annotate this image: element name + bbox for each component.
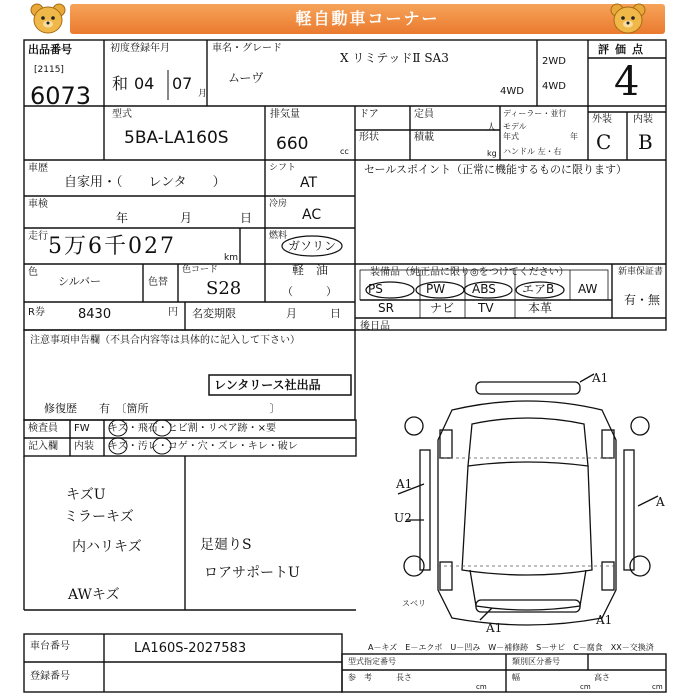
color-value: シルバー <box>58 275 101 288</box>
fuel-gasoline: ガソリン <box>288 239 337 253</box>
equipment-item: ABS <box>472 282 496 296</box>
doors-label: ドア <box>359 109 379 120</box>
ac-label: 冷房 <box>269 199 288 209</box>
warranty-options: 有・無 <box>624 293 661 307</box>
recycle-unit: 円 <box>168 307 178 318</box>
length-unit: cm <box>476 683 487 691</box>
title-expiry-label: 名変期限 <box>192 307 236 320</box>
month-bracket <box>166 68 193 102</box>
repair-history: 修復歴 有 〔箇所 〕 <box>44 402 281 415</box>
mileage-unit: km <box>224 253 238 263</box>
inspection-year-unit: 年 <box>116 211 129 225</box>
remark-5: ロアサポートU <box>204 565 300 581</box>
model-grade: X リミテッドⅡ SA3 <box>340 51 449 65</box>
equipment-item: ナビ <box>430 301 455 315</box>
chassis-value: LA160S-2027583 <box>134 641 247 656</box>
recycle-value: 8430 <box>78 307 112 322</box>
shift-value: AT <box>300 175 318 191</box>
notes-label: 注意事項申告欄（不具合内容等は具体的に記入して下さい） <box>30 335 300 346</box>
remark-3: 内ハリキズ <box>72 539 142 555</box>
check-row2-b: キズ・汚レ・コゲ・穴・ズレ・キレ・破レ <box>108 441 298 452</box>
first-reg-era: 和 <box>112 74 129 93</box>
interior-label: 内装 <box>633 114 653 125</box>
model-year-unit: 年 <box>570 132 578 141</box>
length-label: 長さ <box>396 673 412 682</box>
title-expiry-day: 日 <box>330 307 341 320</box>
ac-value: AC <box>302 207 322 223</box>
damage-mark-4: A <box>656 495 665 509</box>
score-label: 評価点 <box>598 43 649 56</box>
interior-value: B <box>638 130 653 154</box>
equipment-item: 本革 <box>528 301 553 315</box>
shape-label: 形状 <box>359 132 379 143</box>
check-row1-label: 検査員 <box>28 423 58 434</box>
rental-stamp: レンタリース社出品 <box>214 378 321 392</box>
drive-mark: 4WD <box>500 86 524 97</box>
check-row1-b: キズ・飛石・ヒビ割・リペア跡・×要 <box>108 423 276 434</box>
first-reg-month: 07 <box>172 74 193 93</box>
displacement-value: 660 <box>276 134 309 154</box>
first-reg-label: 初度登録年月 <box>110 43 170 54</box>
inspection-month-unit: 月 <box>180 211 193 225</box>
inspection-day-unit: 日 <box>240 211 253 225</box>
capacity-label: 定員 <box>414 109 434 120</box>
damage-legend: A－キズ E－エクボ U－凹み W－補修跡 S－サビ C－腐食 XX－交換済 <box>368 643 654 652</box>
equipment-circle-mark <box>462 280 516 300</box>
check-circle-marks <box>100 418 230 458</box>
warranty-label: 新車保証書 <box>618 267 664 277</box>
class-no-label: 類別区分番号 <box>512 657 560 666</box>
mileage-label: 走行 <box>28 231 48 242</box>
header-title: 軽自動車コーナー <box>295 9 440 28</box>
shift-label: シフト <box>269 163 297 173</box>
history-value: 自家用・（ レンタ ） <box>64 175 226 190</box>
color-code-label: 色コード <box>182 265 219 275</box>
chassis-label: 車台番号 <box>30 641 70 652</box>
check-row2-label: 記入欄 <box>28 441 58 452</box>
equipment-item: TV <box>478 301 494 315</box>
spec-no-label: 型式指定番号 <box>348 657 396 666</box>
model-label: 車名・グレード <box>212 43 282 54</box>
model-year-label2: 年式 <box>503 132 519 141</box>
exterior-value: C <box>596 130 612 154</box>
handle-label: ハンドル 左・右 <box>503 147 562 156</box>
equipment-label: 装備品（純正品に限り◎をつけてください） <box>370 267 569 278</box>
score-value: 4 <box>614 59 640 105</box>
first-reg-month-unit: 月 <box>198 89 208 99</box>
height-unit: cm <box>652 683 663 691</box>
displacement-unit: cc <box>340 147 349 156</box>
damage-mark-6: スベリ <box>402 599 426 608</box>
load-unit: kg <box>487 149 497 158</box>
fuel-other: （ ） <box>282 285 337 298</box>
fuel-diesel: 軽 油 <box>292 263 329 277</box>
damage-mark-1: A1 <box>592 371 609 385</box>
exterior-label: 外装 <box>592 114 612 125</box>
rear-seat-label: 後日品 <box>360 321 390 332</box>
drive-opt-2wd: 2WD <box>542 56 566 67</box>
equipment-circle-mark <box>364 280 418 300</box>
type-value: 5BA-LA160S <box>124 128 229 148</box>
damage-mark-7: A1 <box>486 621 503 635</box>
model-name: ムーヴ <box>228 71 264 85</box>
height-label: 高さ <box>594 673 610 682</box>
width-unit: cm <box>580 683 591 691</box>
capacity-unit: 人 <box>487 123 497 133</box>
lot-number: 6073 <box>30 82 92 110</box>
load-label: 積載 <box>414 132 434 143</box>
remark-4: 足廻りS <box>200 537 252 553</box>
equipment-circle-mark <box>514 280 568 300</box>
color-label: 色 <box>28 267 38 278</box>
remark-2: ミラーキズ <box>64 509 134 525</box>
lot-sub-code: [2115] <box>34 65 64 75</box>
fuel-circle-mark <box>280 234 346 258</box>
lot-label: 出品番号 <box>28 43 72 56</box>
type-label: 型式 <box>112 109 132 120</box>
equipment-item: PW <box>426 282 446 296</box>
equipment-item: SR <box>378 301 394 315</box>
registration-label: 登録番号 <box>30 671 70 682</box>
equipment-item: AW <box>578 282 598 296</box>
drive-opt-4wd: 4WD <box>542 81 566 92</box>
model-year-label: モデル <box>503 122 527 131</box>
remark-1: キズU <box>66 487 106 503</box>
color-change-label: 色替 <box>148 277 168 288</box>
remark-6: AWキズ <box>68 587 120 603</box>
fuel-label: 燃料 <box>269 231 288 241</box>
check-row2-a: 内装 <box>74 441 94 452</box>
dealer-line: ディーラー・並行 <box>503 109 567 118</box>
title-expiry-month: 月 <box>286 307 297 320</box>
sales-point-label: セールスポイント（正常に機能するものに限ります） <box>364 163 628 176</box>
recycle-label: R券 <box>28 307 45 318</box>
damage-mark-5: A1 <box>596 613 613 627</box>
first-reg-year: 04 <box>134 74 155 93</box>
damage-mark-2: A1 <box>396 477 413 491</box>
equipment-circle-mark <box>414 280 468 300</box>
color-code: S28 <box>206 278 242 299</box>
mileage-value: 5万6千027 <box>48 234 176 259</box>
damage-mark-3: U2 <box>394 511 412 525</box>
equipment-item: PS <box>368 282 383 296</box>
width-label: 幅 <box>512 673 520 682</box>
spec-ref: 参 考 <box>348 673 372 682</box>
displacement-label: 排気量 <box>270 109 300 120</box>
equipment-item: エアB <box>522 282 555 296</box>
check-row1-a: FW <box>74 423 90 434</box>
history-label: 車歴 <box>28 163 48 174</box>
inspection-label: 車検 <box>28 199 48 210</box>
